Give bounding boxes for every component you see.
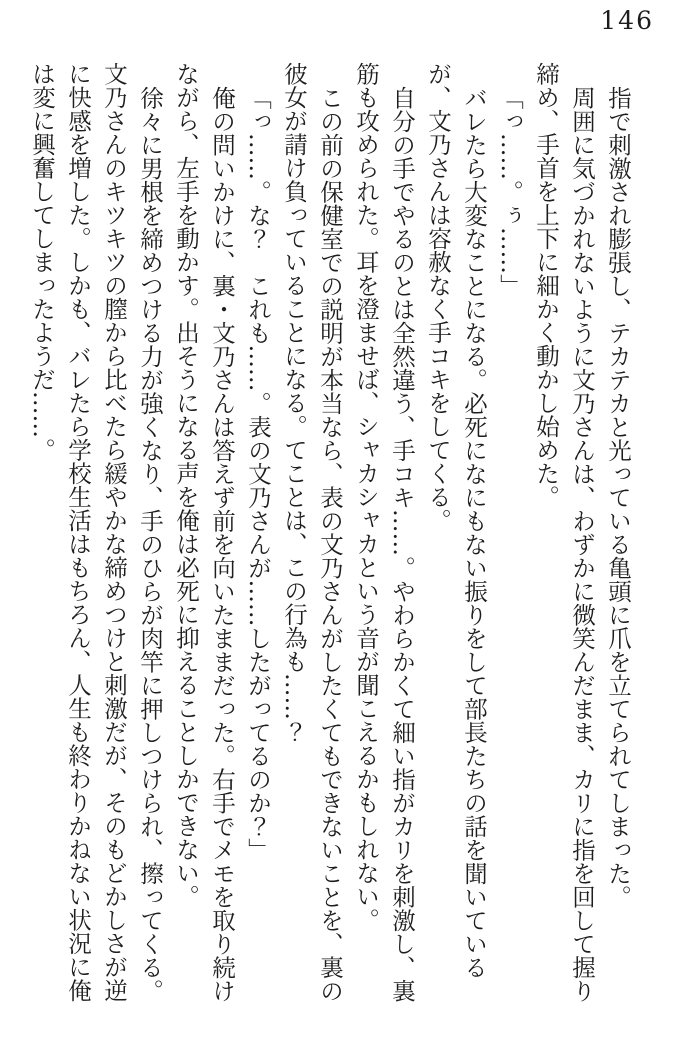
paragraph: 徐々に男根を締めつける力が強くなり、手のひらが肉竿に押しつけられ、擦ってくる。文乃さんのキツキツの膣から比べたら緩やかな締めつけと刺激だが、そのもどかしさが逆に快感を増した。しかも、バレたら学校生活はもちろん、人生も終わりかねない状況に俺は変に興奮してしまったようだ……。 — [28, 62, 164, 1002]
paragraph: 俺の問いかけに、裏・文乃さんは答えず前を向いたままだった。右手でメモを取り続けながら、左手を動かす。出そうになる声を俺は必死に抑えることしかできない。 — [172, 62, 236, 1002]
paragraph: 「っ……。ぅ……」 — [496, 85, 524, 297]
paragraph: 指で刺激され膨張し、テカテカと光っている亀頭に爪を立てられてしまった。 — [604, 85, 632, 908]
paragraph: 周囲に気づかれないように文乃さんは、わずかに微笑んだまま、カリに指を回して握り締め、手首を上下に細かく動かし始めた。 — [532, 62, 596, 1002]
paragraph: バレたら大変なことになる。必死になにもない振りをして部長たちの話を聞いているが、文乃さんは容赦なく手コキをしてくる。 — [424, 62, 488, 979]
paragraph: 自分の手でやるのとは全然違う、手コキ……。やわらかくて細い指がカリを刺激し、裏筋も攻められた。耳を澄ませば、シャカシャカという音が聞こえるかもしれない。 — [352, 62, 416, 1002]
body-text — [24, 62, 636, 1006]
page-number: 146 — [600, 6, 654, 35]
paragraph: 「っ……。な？ これも……。表の文乃さんが……したがってるのか？」 — [244, 85, 272, 861]
paragraph: この前の保健室での説明が本当なら、表の文乃さんがしたくてもできないことを、裏の彼女が請け負っていることになる。てことは、この行為も……？ — [280, 62, 344, 1002]
